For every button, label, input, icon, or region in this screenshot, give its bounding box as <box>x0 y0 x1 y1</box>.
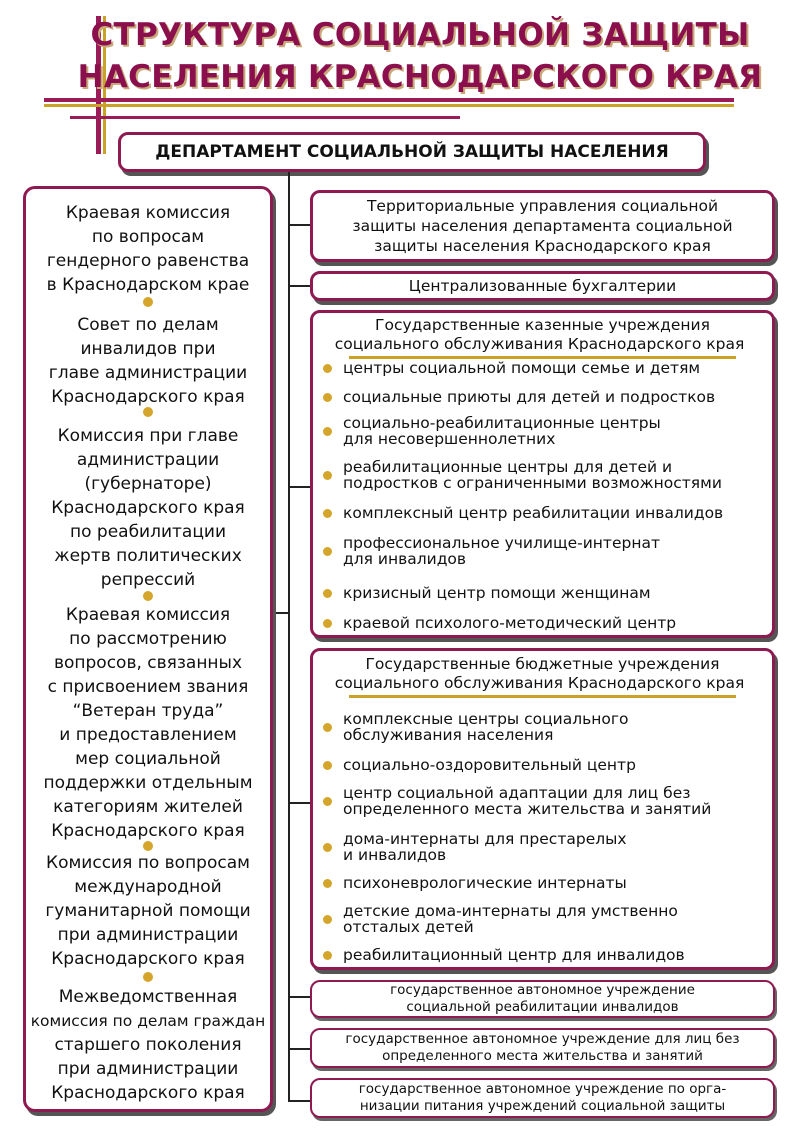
text-line: репрессий <box>100 570 196 590</box>
list-item <box>323 903 766 935</box>
text-line: социальной реабилитации инвалидов <box>406 999 679 1015</box>
item-text: краевой психолого-методический центр <box>343 614 677 632</box>
text-line: государственное автономное учреждение по орга- <box>358 1081 727 1097</box>
byudzhetnye-header <box>313 655 772 693</box>
bullet-dot <box>323 951 332 960</box>
commission-elderly <box>26 985 270 1105</box>
page-title <box>60 14 780 98</box>
list-item <box>323 785 766 817</box>
item-text: кризисный центр помощи женщинам <box>343 584 651 602</box>
text-line: гуманитарной помощи <box>45 901 251 921</box>
item-text: центр социальной адаптации для лиц без <box>343 784 691 802</box>
item-text: и инвалидов <box>343 846 447 864</box>
item-text: социальные приюты для детей и подростков <box>343 388 716 406</box>
text-line: Государственные бюджетные учреждения <box>365 655 720 673</box>
item-text: социально-оздоровительный центр <box>343 756 636 774</box>
list-item <box>323 757 766 773</box>
text-line: главе администрации <box>48 363 248 383</box>
item-text: психоневрологические интернаты <box>343 874 627 892</box>
text-line: Краснодарского края <box>51 498 245 518</box>
text-line: международной <box>74 877 222 897</box>
list-item <box>323 875 766 891</box>
text-line: Краснодарского края <box>51 1083 245 1103</box>
connector-territorial <box>289 224 310 226</box>
trunk-line <box>288 172 290 1102</box>
list-item <box>323 415 766 447</box>
title-line-2: НАСЕЛЕНИЯ КРАСНОДАРСКОГО КРАЯ <box>77 59 763 95</box>
text-line: защиты населения департамента социальной <box>352 217 733 235</box>
text-line: социального обслуживания Краснодарского края <box>334 674 745 692</box>
connector-autonomous-1 <box>289 996 310 998</box>
text-line: Краснодарского края <box>51 387 245 407</box>
list-item <box>323 615 766 631</box>
bullet-dot <box>143 297 153 307</box>
text-line: жертв политических <box>54 546 242 566</box>
autonomous-catering-box <box>310 1078 775 1118</box>
text-line: с присвоением звания <box>47 677 249 697</box>
list-item <box>323 831 766 863</box>
bullet-dot <box>323 471 332 480</box>
item-text: отсталых детей <box>343 918 474 936</box>
text-line: государственное автономное учреждение <box>390 982 695 998</box>
list-item <box>323 711 766 743</box>
department-box <box>118 132 706 172</box>
text-line: низации питания учреждений социальной защиты <box>359 1098 726 1114</box>
text-line: гендерного равенства <box>46 251 250 271</box>
text-line: старшего поколения <box>54 1035 242 1055</box>
item-text: для несовершеннолетних <box>343 430 556 448</box>
text-line: при администрации <box>57 925 239 945</box>
bullet-dot <box>143 841 153 851</box>
text-line: поддержки отдельным <box>43 773 253 793</box>
byudzhetnye-institutions-box <box>310 648 775 970</box>
item-text: дома-интернаты для престарелых <box>343 830 627 848</box>
autonomous-rehab-box <box>310 980 775 1018</box>
text-line: Комиссия при главе <box>57 426 239 446</box>
connector-kazennye <box>289 486 310 488</box>
bullet-dot <box>143 591 153 601</box>
connector-byudzhetnye <box>289 802 310 804</box>
text-line: при администрации <box>57 1059 239 1079</box>
text-line: (губернаторе) <box>84 474 212 494</box>
text-line: администрации <box>76 450 220 470</box>
item-text: определенного места жительства и занятий <box>343 800 712 818</box>
bullet-dot <box>323 915 332 924</box>
list-item <box>323 389 766 405</box>
connector-left <box>273 612 289 614</box>
accounting-label: Централизованные бухгалтерии <box>408 277 677 295</box>
commissions-box <box>23 186 273 1112</box>
title-deco-horizontal-2 <box>70 116 460 119</box>
bullet-dot <box>323 427 332 436</box>
text-line: “Ветеран труда” <box>72 701 224 721</box>
list-item <box>323 505 766 521</box>
text-line: по реабилитации <box>69 522 227 542</box>
text-line: по вопросам <box>91 227 205 247</box>
text-line: социального обслуживания Краснодарского края <box>334 335 745 353</box>
item-text: социально-реабилитационные центры <box>343 414 661 432</box>
list-item <box>323 360 766 376</box>
title-line-1: СТРУКТУРА СОЦИАЛЬНОЙ ЗАЩИТЫ <box>90 17 750 53</box>
title-deco-horizontal <box>44 98 734 102</box>
item-text: обслуживания населения <box>343 726 554 744</box>
kazennye-header <box>313 316 772 354</box>
commission-humanitarian-aid <box>26 851 270 971</box>
bullet-dot <box>323 723 332 732</box>
text-line: государственное автономное учреждение для лиц без <box>345 1031 740 1047</box>
text-line: Межведомственная <box>58 987 238 1007</box>
item-text: реабилитационный центр для инвалидов <box>343 946 685 964</box>
list-item <box>323 459 766 491</box>
bullet-dot <box>323 619 332 628</box>
connector-accounting <box>289 285 310 287</box>
header-underline <box>349 695 736 698</box>
autonomous-homeless-box <box>310 1028 775 1068</box>
bullet-dot <box>323 843 332 852</box>
item-text: подростков с ограниченными возможностями <box>343 474 722 492</box>
commission-gender-equality <box>26 201 270 297</box>
list-item <box>323 585 766 601</box>
connector-autonomous-2 <box>289 1048 310 1050</box>
council-disabled <box>26 313 270 409</box>
territorial-administrations-box <box>310 190 775 262</box>
bullet-dot <box>323 589 332 598</box>
bullet-dot <box>323 364 332 373</box>
item-text: профессиональное училище-интернат <box>343 534 660 552</box>
text-line: мер социальной <box>75 749 221 769</box>
text-line: категориям жителей <box>53 797 243 817</box>
department-label: ДЕПАРТАМЕНТ СОЦИАЛЬНОЙ ЗАЩИТЫ НАСЕЛЕНИЯ <box>155 142 669 162</box>
bullet-dot <box>323 761 332 770</box>
text-line: Краевая комиссия <box>65 203 231 223</box>
list-item <box>323 947 766 963</box>
text-line: Совет по делам <box>77 315 219 335</box>
bullet-dot <box>143 407 153 417</box>
item-text: детские дома-интернаты для умственно <box>343 902 678 920</box>
text-line: по рассмотрению <box>69 629 227 649</box>
accounting-box <box>310 271 775 301</box>
text-line: Территориальные управления социальной <box>366 197 719 215</box>
text-line: определенного места жительства и занятий <box>382 1048 703 1064</box>
text-line: комиссия по делам граждан <box>30 1012 266 1030</box>
text-line: защиты населения Краснодарского края <box>374 237 711 255</box>
list-item <box>323 535 766 567</box>
item-text: комплексные центры социального <box>343 710 629 728</box>
item-text: комплексный центр реабилитации инвалидов <box>343 504 724 522</box>
text-line: Государственные казенные учреждения <box>375 316 710 334</box>
item-text: для инвалидов <box>343 550 467 568</box>
text-line: Краснодарского края <box>51 821 245 841</box>
bullet-dot <box>143 972 153 982</box>
connector-autonomous-3 <box>289 1100 310 1102</box>
bullet-dot <box>323 879 332 888</box>
bullet-dot <box>323 393 332 402</box>
bullet-dot <box>323 509 332 518</box>
text-line: в Краснодарском крае <box>46 275 250 295</box>
item-text: центры социальной помощи семье и детям <box>343 359 701 377</box>
bullet-dot <box>323 797 332 806</box>
text-line: Краевая комиссия <box>65 605 231 625</box>
bullet-dot <box>323 547 332 556</box>
text-line: вопросов, связанных <box>53 653 243 673</box>
title-deco-horizontal-gold <box>44 104 734 107</box>
text-line: и предоставлением <box>59 725 237 745</box>
kazennye-institutions-box <box>310 310 775 638</box>
text-line: Комиссия по вопросам <box>46 853 250 873</box>
item-text: реабилитационные центры для детей и <box>343 458 673 476</box>
text-line: инвалидов при <box>80 339 216 359</box>
text-line: Краснодарского края <box>51 949 245 969</box>
commission-labor-veteran <box>26 603 270 843</box>
commission-rehabilitation-repression <box>26 424 270 592</box>
